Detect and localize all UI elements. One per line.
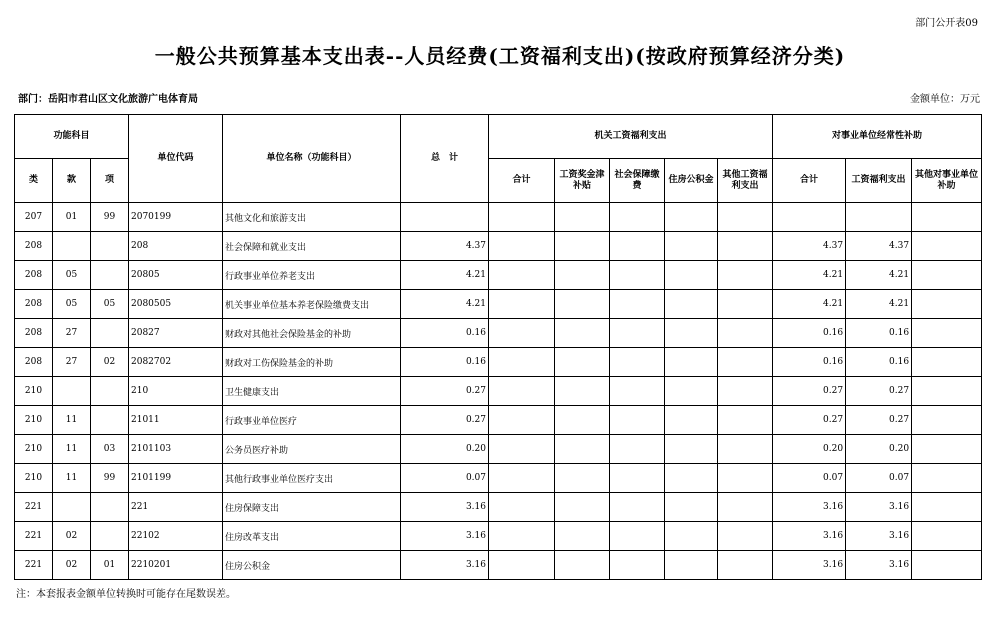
cell-total: 4.21	[401, 261, 489, 290]
cell-inst-other	[912, 261, 982, 290]
header-inst-other: 其他对事业单位补助	[912, 159, 982, 203]
cell-inst-total: 4.37	[773, 232, 846, 261]
cell-kuan: 01	[53, 203, 91, 232]
cell-inst-total: 0.16	[773, 348, 846, 377]
header-unit-code: 单位代码	[129, 115, 223, 203]
cell-inst-total: 0.27	[773, 406, 846, 435]
cell-inst-total: 0.16	[773, 319, 846, 348]
header-inst-total: 合计	[773, 159, 846, 203]
cell-unit-code: 208	[129, 232, 223, 261]
cell-total: 3.16	[401, 493, 489, 522]
cell-org-social	[610, 377, 665, 406]
cell-org-social	[610, 348, 665, 377]
cell-xiang	[91, 232, 129, 261]
cell-unit-code: 22102	[129, 522, 223, 551]
cell-kuan: 27	[53, 319, 91, 348]
cell-xiang: 05	[91, 290, 129, 319]
cell-unit-name: 社会保障和就业支出	[223, 232, 401, 261]
cell-total: 3.16	[401, 522, 489, 551]
cell-org-housing	[665, 435, 718, 464]
table-row	[15, 348, 982, 377]
table-row	[15, 377, 982, 406]
cell-xiang	[91, 522, 129, 551]
cell-org-total	[489, 261, 555, 290]
cell-org-salary	[555, 435, 610, 464]
cell-org-housing	[665, 319, 718, 348]
cell-org-other	[718, 551, 773, 580]
cell-total: 4.37	[401, 232, 489, 261]
cell-total: 4.21	[401, 290, 489, 319]
cell-unit-name: 公务员医疗补助	[223, 435, 401, 464]
expenditure-table	[14, 114, 982, 580]
cell-lei: 208	[15, 232, 53, 261]
cell-lei: 210	[15, 435, 53, 464]
cell-org-salary	[555, 203, 610, 232]
cell-org-total	[489, 377, 555, 406]
table-row	[15, 290, 982, 319]
cell-inst-salary: 3.16	[846, 551, 912, 580]
cell-org-total	[489, 522, 555, 551]
cell-lei: 210	[15, 406, 53, 435]
cell-inst-total	[773, 203, 846, 232]
page-title: 一般公共预算基本支出表--人员经费(工资福利支出)(按政府预算经济分类)	[154, 44, 846, 68]
header-org-housing: 住房公积金	[665, 159, 718, 203]
cell-org-salary	[555, 377, 610, 406]
cell-org-other	[718, 406, 773, 435]
cell-inst-other	[912, 377, 982, 406]
cell-inst-other	[912, 551, 982, 580]
cell-org-housing	[665, 551, 718, 580]
cell-unit-name: 其他行政事业单位医疗支出	[223, 464, 401, 493]
cell-kuan	[53, 377, 91, 406]
cell-org-housing	[665, 203, 718, 232]
cell-org-total	[489, 232, 555, 261]
cell-org-housing	[665, 290, 718, 319]
cell-unit-code: 210	[129, 377, 223, 406]
cell-org-other	[718, 464, 773, 493]
cell-inst-total: 0.07	[773, 464, 846, 493]
table-row	[15, 493, 982, 522]
cell-kuan: 11	[53, 464, 91, 493]
cell-inst-other	[912, 406, 982, 435]
cell-org-social	[610, 464, 665, 493]
cell-inst-salary: 0.27	[846, 377, 912, 406]
cell-xiang: 99	[91, 203, 129, 232]
table-row	[15, 319, 982, 348]
cell-org-salary	[555, 319, 610, 348]
header-org-total: 合计	[489, 159, 555, 203]
cell-org-housing	[665, 493, 718, 522]
cell-unit-name: 行政事业单位养老支出	[223, 261, 401, 290]
header-org-social: 社会保障缴费	[610, 159, 665, 203]
cell-org-housing	[665, 522, 718, 551]
cell-unit-name: 财政对工伤保险基金的补助	[223, 348, 401, 377]
cell-org-salary	[555, 348, 610, 377]
cell-inst-salary: 0.07	[846, 464, 912, 493]
cell-kuan: 11	[53, 435, 91, 464]
cell-org-other	[718, 203, 773, 232]
cell-xiang	[91, 261, 129, 290]
cell-kuan: 11	[53, 406, 91, 435]
cell-org-other	[718, 290, 773, 319]
cell-xiang	[91, 377, 129, 406]
cell-org-social	[610, 406, 665, 435]
cell-org-social	[610, 493, 665, 522]
cell-lei: 208	[15, 348, 53, 377]
cell-inst-total: 3.16	[773, 522, 846, 551]
cell-inst-other	[912, 522, 982, 551]
cell-org-salary	[555, 522, 610, 551]
department-label: 部门：岳阳市君山区文化旅游广电体育局	[18, 94, 198, 105]
cell-kuan	[53, 493, 91, 522]
cell-total: 0.27	[401, 377, 489, 406]
cell-inst-other	[912, 464, 982, 493]
cell-xiang: 03	[91, 435, 129, 464]
table-row	[15, 406, 982, 435]
header-unit-name: 单位名称（功能科目）	[223, 115, 401, 203]
cell-org-salary	[555, 406, 610, 435]
footnote: 注：本套报表金额单位转换时可能存在尾数误差。	[16, 589, 236, 600]
cell-inst-salary	[846, 203, 912, 232]
cell-xiang: 02	[91, 348, 129, 377]
cell-lei: 208	[15, 319, 53, 348]
header-kuan: 款	[53, 159, 91, 203]
cell-org-housing	[665, 377, 718, 406]
cell-org-total	[489, 493, 555, 522]
cell-org-housing	[665, 406, 718, 435]
cell-org-other	[718, 261, 773, 290]
cell-org-housing	[665, 464, 718, 493]
cell-total: 0.16	[401, 348, 489, 377]
cell-kuan: 27	[53, 348, 91, 377]
cell-unit-code: 2101103	[129, 435, 223, 464]
table-row	[15, 203, 982, 232]
cell-org-social	[610, 319, 665, 348]
header-org-other: 其他工资福利支出	[718, 159, 773, 203]
cell-unit-name: 住房改革支出	[223, 522, 401, 551]
cell-org-other	[718, 435, 773, 464]
cell-unit-name: 住房公积金	[223, 551, 401, 580]
cell-org-other	[718, 522, 773, 551]
cell-inst-total: 4.21	[773, 261, 846, 290]
cell-inst-salary: 3.16	[846, 493, 912, 522]
cell-unit-code: 221	[129, 493, 223, 522]
cell-org-other	[718, 319, 773, 348]
cell-unit-name: 住房保障支出	[223, 493, 401, 522]
cell-org-social	[610, 203, 665, 232]
cell-org-other	[718, 348, 773, 377]
table-row	[15, 261, 982, 290]
cell-kuan: 02	[53, 522, 91, 551]
table-body	[15, 203, 982, 580]
header-lei: 类	[15, 159, 53, 203]
cell-inst-salary: 0.16	[846, 319, 912, 348]
cell-total: 3.16	[401, 551, 489, 580]
cell-lei: 207	[15, 203, 53, 232]
cell-lei: 210	[15, 377, 53, 406]
cell-unit-name: 机关事业单位基本养老保险缴费支出	[223, 290, 401, 319]
cell-org-social	[610, 261, 665, 290]
table-row	[15, 232, 982, 261]
cell-lei: 208	[15, 290, 53, 319]
cell-inst-other	[912, 319, 982, 348]
cell-inst-salary: 4.21	[846, 290, 912, 319]
cell-total: 0.16	[401, 319, 489, 348]
cell-org-total	[489, 406, 555, 435]
cell-lei: 208	[15, 261, 53, 290]
cell-inst-total: 3.16	[773, 493, 846, 522]
cell-inst-total: 4.21	[773, 290, 846, 319]
cell-org-other	[718, 377, 773, 406]
cell-org-salary	[555, 551, 610, 580]
cell-inst-other	[912, 348, 982, 377]
cell-org-other	[718, 232, 773, 261]
table-row	[15, 435, 982, 464]
cell-org-social	[610, 232, 665, 261]
cell-org-other	[718, 493, 773, 522]
cell-lei: 221	[15, 551, 53, 580]
cell-total: 0.27	[401, 406, 489, 435]
header-total: 总 计	[401, 115, 489, 203]
cell-org-social	[610, 290, 665, 319]
header-inst-salary: 工资福利支出	[846, 159, 912, 203]
cell-org-social	[610, 435, 665, 464]
cell-org-salary	[555, 493, 610, 522]
cell-org-housing	[665, 232, 718, 261]
cell-org-housing	[665, 261, 718, 290]
cell-inst-salary: 4.37	[846, 232, 912, 261]
cell-total: 0.20	[401, 435, 489, 464]
cell-org-social	[610, 551, 665, 580]
header-org-salary: 工资奖金津补贴	[555, 159, 610, 203]
cell-org-salary	[555, 261, 610, 290]
cell-total	[401, 203, 489, 232]
cell-org-total	[489, 435, 555, 464]
cell-total: 0.07	[401, 464, 489, 493]
cell-unit-code: 20805	[129, 261, 223, 290]
cell-inst-other	[912, 232, 982, 261]
cell-inst-salary: 3.16	[846, 522, 912, 551]
cell-org-housing	[665, 348, 718, 377]
cell-unit-code: 2101199	[129, 464, 223, 493]
cell-unit-name: 卫生健康支出	[223, 377, 401, 406]
cell-inst-other	[912, 493, 982, 522]
cell-inst-total: 3.16	[773, 551, 846, 580]
table-row	[15, 522, 982, 551]
cell-lei: 210	[15, 464, 53, 493]
cell-lei: 221	[15, 493, 53, 522]
cell-unit-code: 2210201	[129, 551, 223, 580]
cell-inst-salary: 4.21	[846, 261, 912, 290]
cell-unit-code: 2070199	[129, 203, 223, 232]
cell-org-total	[489, 551, 555, 580]
cell-unit-code: 21011	[129, 406, 223, 435]
cell-inst-salary: 0.27	[846, 406, 912, 435]
cell-xiang: 99	[91, 464, 129, 493]
header-org-salary-group: 机关工资福利支出	[489, 115, 773, 159]
cell-inst-total: 0.27	[773, 377, 846, 406]
cell-org-salary	[555, 290, 610, 319]
cell-lei: 221	[15, 522, 53, 551]
amount-unit-label: 金额单位：万元	[910, 94, 980, 105]
cell-unit-name: 其他文化和旅游支出	[223, 203, 401, 232]
header-func-subject: 功能科目	[15, 115, 129, 159]
cell-org-salary	[555, 232, 610, 261]
cell-inst-salary: 0.16	[846, 348, 912, 377]
cell-xiang	[91, 406, 129, 435]
cell-kuan: 05	[53, 261, 91, 290]
cell-org-salary	[555, 464, 610, 493]
header-inst-subsidy-group: 对事业单位经常性补助	[773, 115, 982, 159]
cell-xiang	[91, 319, 129, 348]
cell-unit-name: 财政对其他社会保险基金的补助	[223, 319, 401, 348]
cell-unit-code: 20827	[129, 319, 223, 348]
table-row	[15, 464, 982, 493]
cell-kuan: 05	[53, 290, 91, 319]
cell-inst-total: 0.20	[773, 435, 846, 464]
cell-inst-other	[912, 435, 982, 464]
header-xiang: 项	[91, 159, 129, 203]
cell-inst-other	[912, 290, 982, 319]
cell-unit-name: 行政事业单位医疗	[223, 406, 401, 435]
cell-org-total	[489, 290, 555, 319]
cell-xiang	[91, 493, 129, 522]
table-row	[15, 551, 982, 580]
cell-inst-other	[912, 203, 982, 232]
cell-inst-salary: 0.20	[846, 435, 912, 464]
cell-xiang: 01	[91, 551, 129, 580]
cell-kuan	[53, 232, 91, 261]
cell-org-total	[489, 203, 555, 232]
cell-unit-code: 2080505	[129, 290, 223, 319]
cell-org-total	[489, 319, 555, 348]
cell-org-social	[610, 522, 665, 551]
cell-kuan: 02	[53, 551, 91, 580]
cell-org-total	[489, 348, 555, 377]
cell-unit-code: 2082702	[129, 348, 223, 377]
form-number: 部门公开表09	[915, 18, 978, 29]
cell-org-total	[489, 464, 555, 493]
